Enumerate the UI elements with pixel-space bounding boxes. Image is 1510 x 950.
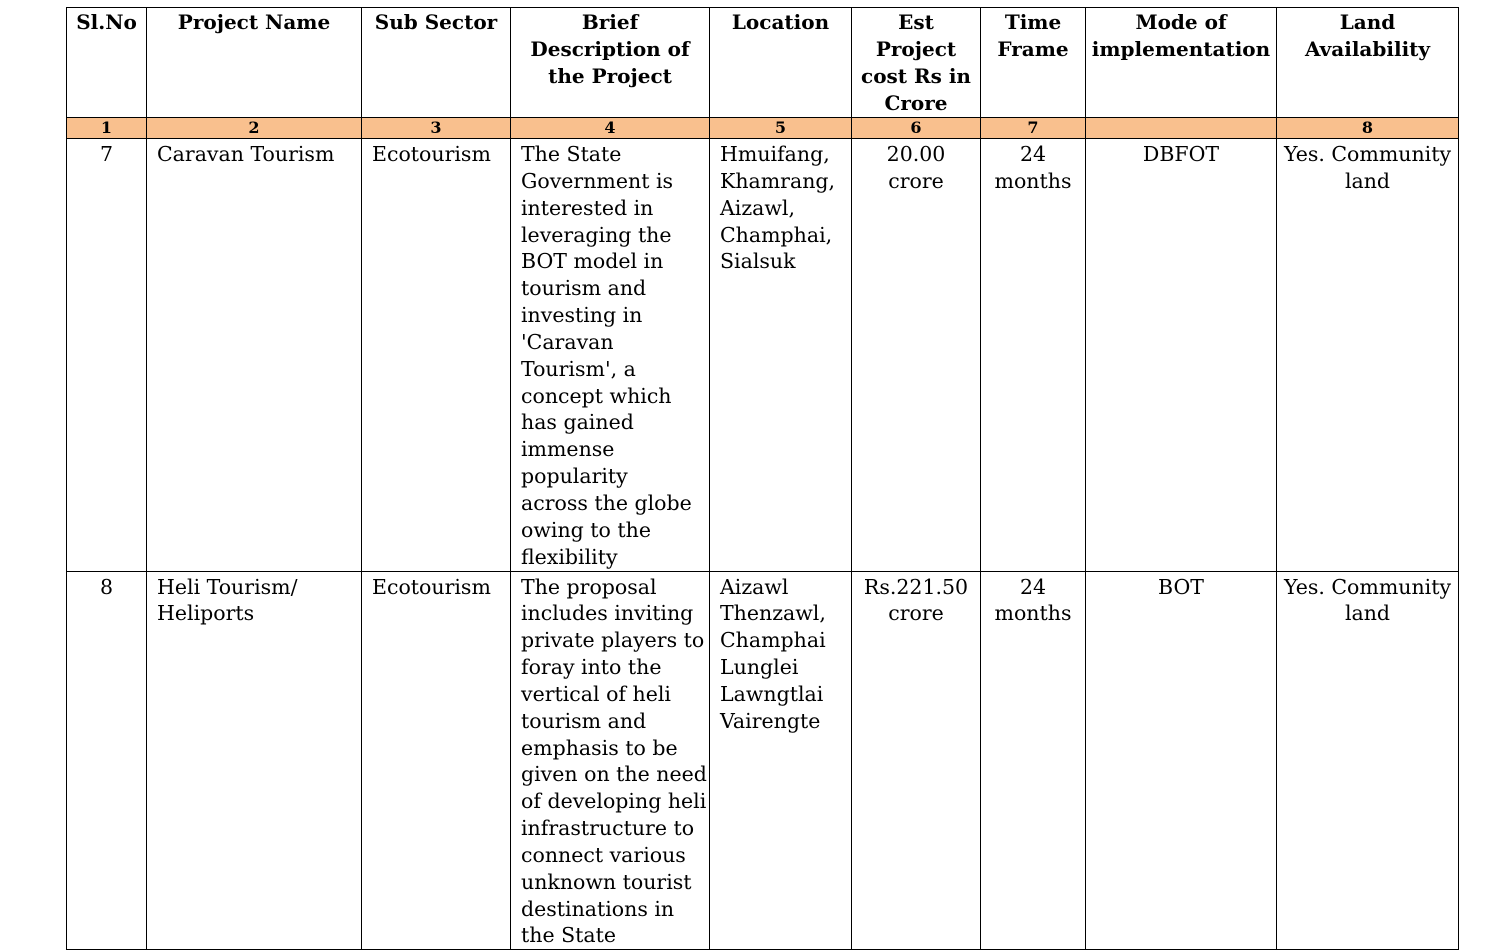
header-sub-sector: Sub Sector — [362, 8, 511, 118]
projects-table — [66, 7, 1459, 950]
column-number: 6 — [852, 118, 981, 139]
header-row — [67, 8, 1459, 118]
column-number: 2 — [147, 118, 362, 139]
header-land: Land Availability — [1277, 8, 1459, 118]
column-number — [1086, 118, 1277, 139]
column-number: 5 — [710, 118, 852, 139]
header-sl-no: Sl.No — [67, 8, 147, 118]
cost-cell: 20.00 crore — [852, 139, 981, 572]
sl-no-cell: 7 — [67, 139, 147, 572]
land-cell: Yes. Community land — [1277, 139, 1459, 572]
table-row — [67, 571, 1459, 950]
header-time-frame: Time Frame — [981, 8, 1086, 118]
column-number: 4 — [511, 118, 710, 139]
mode-cell: DBFOT — [1086, 139, 1277, 572]
table-row — [67, 139, 1459, 572]
header-mode: Mode of implementation — [1086, 8, 1277, 118]
project-name-cell: Heli Tourism/ Heliports — [147, 571, 362, 950]
time-frame-cell: 24 months — [981, 571, 1086, 950]
land-cell: Yes. Community land — [1277, 571, 1459, 950]
header-project-name: Project Name — [147, 8, 362, 118]
mode-cell: BOT — [1086, 571, 1277, 950]
column-number-row — [67, 118, 1459, 139]
location-cell: Hmuifang, Khamrang, Aizawl, Champhai, Sialsuk — [710, 139, 852, 572]
header-cost: Est Project cost Rs in Crore — [852, 8, 981, 118]
header-location: Location — [710, 8, 852, 118]
column-number: 1 — [67, 118, 147, 139]
project-name-cell: Caravan Tourism — [147, 139, 362, 572]
column-number: 7 — [981, 118, 1086, 139]
column-number: 8 — [1277, 118, 1459, 139]
cost-cell: Rs.221.50 crore — [852, 571, 981, 950]
description-cell: The State Government is interested in leveraging the BOT model in tourism and investing in 'Caravan Tourism', a concept which has gained immense popularity across the globe owing to the flexibility — [511, 139, 710, 572]
column-number: 3 — [362, 118, 511, 139]
description-cell: The proposal includes inviting private players to foray into the vertical of heli tourism and emphasis to be given on the need of developing heli infrastructure to connect various unknown tourist destinations in the State — [511, 571, 710, 950]
time-frame-cell: 24 months — [981, 139, 1086, 572]
sl-no-cell: 8 — [67, 571, 147, 950]
sub-sector-cell: Ecotourism — [362, 571, 511, 950]
header-description: Brief Description of the Project — [511, 8, 710, 118]
sub-sector-cell: Ecotourism — [362, 139, 511, 572]
location-cell: Aizawl Thenzawl, Champhai Lunglei Lawngtlai Vairengte — [710, 571, 852, 950]
